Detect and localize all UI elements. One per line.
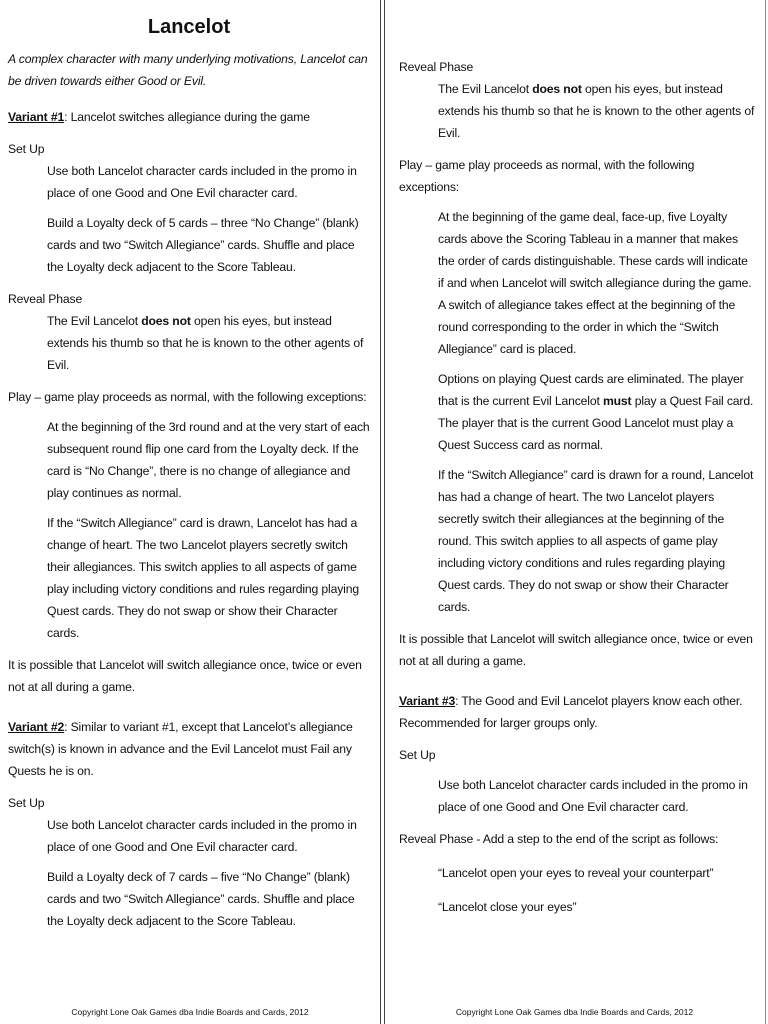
copyright-footer: Copyright Lone Oak Games dba Indie Boards and Cards, 2012 — [455, 1007, 694, 1017]
v1-reveal-heading: Reveal Phase — [8, 292, 83, 306]
v1-setup-paragraph: Use both Lancelot character cards included in the promo in place of one Good and One Evil character card. — [47, 164, 357, 200]
variant1-description: : Lancelot switches allegiance during the game — [64, 110, 310, 124]
v1-reveal-paragraph — [8, 310, 370, 376]
page-title: Lancelot — [147, 16, 231, 38]
text-run: open his eyes, but instead extends his thumb so that he is known to the other agents of Evil. — [438, 82, 755, 140]
left-page — [0, 0, 380, 1024]
variant1-heading — [8, 106, 370, 128]
text-run: open his eyes, but instead extends his thumb so that he is known to the other agents of Evil. — [47, 314, 364, 372]
text-run: play a Quest Fail card. The player that is the current Good Lancelot must play a Quest Success card as normal. — [438, 394, 754, 452]
v3-setup-paragraph: Use both Lancelot character cards included in the promo in place of one Good and One Evil character card. — [438, 778, 748, 814]
variant3-description: : The Good and Evil Lancelot players know each other. Recommended for larger groups only. — [399, 694, 743, 730]
page-edge — [765, 0, 766, 1024]
intro-text: A complex character with many underlying motivations, Lancelot can be driven towards either Good or Evil. — [8, 52, 368, 88]
right-page — [384, 0, 765, 1024]
v2-setup-paragraph: Build a Loyalty deck of 7 cards – five “No Change” (blank) cards and two “Switch Allegiance” cards. Shuffle and place the Loyalty deck adjacent to the Score Tableau. — [47, 870, 355, 928]
v3-script-line: “Lancelot open your eyes to reveal your counterpart” — [438, 866, 714, 880]
v1-setup-paragraph: Build a Loyalty deck of 5 cards – three “No Change” (blank) cards and two “Switch Allegiance” cards. Shuffle and place the Loyalty deck adjacent to the Score Tableau. — [47, 216, 359, 274]
v2-play-paragraph: At the beginning of the game deal, face-up, five Loyalty cards above the Scoring Tableau in a manner that makes the order of cards distinguishable. These cards will indicate if and when Lancelot will switch allegiance during the game. A switch of allegiance takes effect at the beginning of the round corresponding to the order in which the “Switch Allegiance” card is placed. — [438, 210, 752, 356]
emphasis-text: does not — [141, 314, 191, 328]
v2-reveal-heading: Reveal Phase — [399, 60, 474, 74]
v3-script-line: “Lancelot close your eyes” — [438, 900, 577, 914]
variant3-label: Variant #3 — [399, 694, 456, 708]
emphasis-text: must — [602, 394, 632, 408]
variant2-description: : Similar to variant #1, except that Lancelot’s allegiance switch(s) is known in advance and the Evil Lancelot must Fail any Quests he is on. — [8, 720, 353, 778]
v1-play-paragraph: If the “Switch Allegiance” card is drawn, Lancelot has had a change of heart. The two Lancelot players secretly switch their allegiances. This switch applies to all aspects of game play including victory conditions and rules regarding playing Quest cards. They do not swap or show their Character cards. — [47, 516, 359, 640]
variant3-heading — [399, 690, 755, 734]
emphasis-text: does not — [532, 82, 582, 96]
v2-play-paragraph: If the “Switch Allegiance” card is drawn for a round, Lancelot has had a change of heart. The two Lancelot players secretly switch their allegiances at the beginning of the round. This switch applies to all aspects of game play including victory conditions and rules regarding playing Quest cards. They do not swap or show their Character cards. — [438, 468, 754, 614]
v2-closing: It is possible that Lancelot will switch allegiance once, twice or even not at all during a game. — [399, 632, 753, 668]
v2-setup-heading: Set Up — [8, 796, 45, 810]
variant1-label: Variant #1 — [8, 110, 65, 124]
v1-closing: It is possible that Lancelot will switch allegiance once, twice or even not at all during a game. — [8, 658, 362, 694]
v1-setup-heading: Set Up — [8, 142, 45, 156]
text-run: Options on playing Quest cards are eliminated. The player that is the current Evil Lancelot — [438, 372, 744, 408]
v3-setup-heading: Set Up — [399, 748, 436, 762]
page-divider — [380, 0, 381, 1024]
v1-play-heading: Play – game play proceeds as normal, with the following exceptions: — [8, 390, 367, 404]
text-run: The Evil Lancelot — [438, 82, 533, 96]
v1-play-paragraph: At the beginning of the 3rd round and at the very start of each subsequent round flip one card from the Loyalty deck. If the card is “No Change”, there is no change of allegiance and play continues as normal. — [47, 420, 370, 500]
v2-setup-paragraph: Use both Lancelot character cards included in the promo in place of one Good and One Evil character card. — [47, 818, 357, 854]
v2-play-paragraph — [399, 368, 755, 456]
variant2-label: Variant #2 — [8, 720, 65, 734]
v3-reveal-heading: Reveal Phase - Add a step to the end of the script as follows: — [399, 832, 719, 846]
text-run: The Evil Lancelot — [47, 314, 142, 328]
variant2-heading — [8, 716, 370, 782]
v2-reveal-paragraph — [399, 78, 755, 144]
v2-play-heading: Play – game play proceeds as normal, with the following exceptions: — [399, 158, 695, 194]
copyright-footer: Copyright Lone Oak Games dba Indie Boards and Cards, 2012 — [71, 1007, 309, 1017]
